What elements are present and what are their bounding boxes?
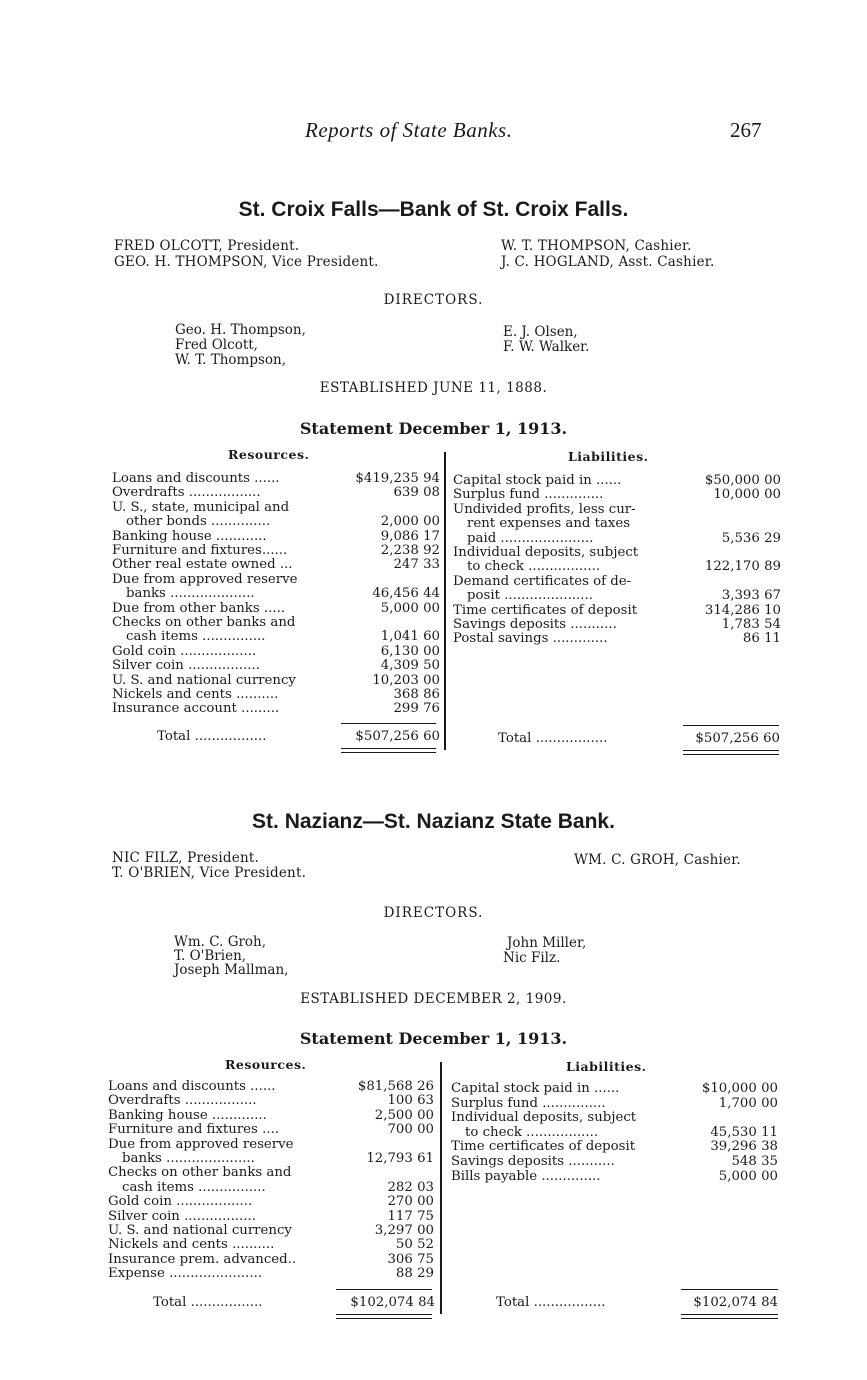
- ledger-item-amount: 1,783 54: [721, 617, 781, 632]
- officer-president: NIC FILZ, President.: [112, 850, 259, 866]
- ledger-row: [453, 517, 781, 532]
- ledger-item-label: Overdrafts .................: [112, 486, 261, 501]
- ledger-item-label: Demand certificates of de-: [453, 574, 632, 589]
- ledger-item-amount: 368 86: [393, 687, 440, 702]
- column-divider: [444, 452, 446, 750]
- directors-heading: DIRECTORS.: [383, 905, 484, 921]
- ledger-row: [112, 530, 440, 545]
- ledger-row: [108, 1238, 434, 1253]
- double-rule: [683, 754, 779, 755]
- ledger-row: [112, 573, 440, 588]
- ledger-item-amount: 2,238 92: [380, 543, 440, 558]
- ledger-row: [453, 503, 781, 518]
- ledger-row: [112, 630, 440, 645]
- ledger-row: [112, 659, 440, 674]
- ledger-item-label: Gold coin ..................: [108, 1195, 253, 1210]
- ledger-row: [108, 1109, 434, 1124]
- ledger-item-amount: 306 75: [387, 1251, 434, 1267]
- ledger-row: [108, 1210, 434, 1225]
- ledger-item-label: Bills payable ..............: [451, 1169, 601, 1184]
- ledger-row: [451, 1082, 778, 1097]
- ledger-item-label: Loans and discounts ......: [112, 472, 280, 486]
- ledger-item-amount: 5,536 29: [721, 530, 781, 546]
- ledger-row: [112, 587, 440, 602]
- director-name: E. J. Olsen,: [503, 324, 578, 340]
- liabilities-table: [451, 1082, 779, 1192]
- ledger-row: [453, 474, 781, 489]
- ledger-row: [108, 1267, 434, 1282]
- ledger-item-label: Expense ......................: [108, 1267, 263, 1282]
- ledger-row: [108, 1094, 434, 1109]
- ledger-row: [112, 501, 440, 516]
- ledger-row: [112, 688, 440, 703]
- ledger-item-amount: 39,296 38: [710, 1139, 778, 1155]
- page-number: 267: [730, 118, 762, 142]
- ledger-item-amount: 5,000 00: [718, 1168, 778, 1184]
- ledger-row: [451, 1140, 778, 1155]
- ledger-item-label: Loans and discounts ......: [108, 1080, 276, 1094]
- ledger-item-label: Checks on other banks and: [108, 1166, 292, 1181]
- double-rule: [336, 1318, 432, 1319]
- ledger-row: [453, 560, 781, 575]
- ledger-item-label: Surplus fund ..............: [453, 488, 604, 503]
- ledger-row: [112, 645, 440, 660]
- double-rule: [683, 750, 779, 751]
- ledger-item-amount: 3,393 67: [721, 588, 781, 604]
- ledger-item-label: cash items ...............: [126, 630, 266, 645]
- officer-cashier: W. T. THOMPSON, Cashier.: [501, 238, 692, 254]
- officer-president: FRED OLCOTT, President.: [114, 238, 300, 254]
- resources-table: [112, 472, 442, 722]
- double-rule: [341, 748, 436, 749]
- ledger-row: [112, 616, 440, 631]
- liabilities-heading: Liabilities.: [568, 449, 649, 464]
- ledger-item-amount: $10,000 00: [701, 1081, 778, 1096]
- ledger-row: [451, 1170, 778, 1185]
- ledger-item-amount: 247 33: [393, 557, 440, 573]
- ledger-row: [451, 1155, 778, 1170]
- ledger-item-label: to check .................: [467, 560, 601, 575]
- director-name: F. W. Walker.: [503, 339, 590, 355]
- ledger-item-label: Time certificates of deposit: [453, 603, 638, 618]
- bank-title: St. Nazianz—St. Nazianz State Bank.: [252, 810, 615, 833]
- ledger-item-label: Insurance prem. advanced..: [108, 1252, 297, 1267]
- director-name: Wm. C. Groh,: [174, 934, 267, 950]
- director-name: Geo. H. Thompson,: [175, 322, 306, 338]
- ledger-item-label: to check .................: [465, 1125, 599, 1140]
- ledger-item-amount: 10,000 00: [713, 487, 781, 503]
- ledger-item-label: Silver coin .................: [112, 659, 260, 674]
- ledger-item-amount: 1,041 60: [380, 629, 440, 645]
- double-rule: [681, 1314, 778, 1315]
- ledger-item-amount: 88 29: [395, 1266, 434, 1282]
- ledger-item-amount: 2,000 00: [380, 514, 440, 530]
- ledger-item-label: Checks on other banks and: [112, 616, 296, 630]
- ledger-row: [112, 472, 440, 487]
- officer-asst-cashier: J. C. HOGLAND, Asst. Cashier.: [501, 254, 715, 270]
- director-name: Fred Olcott,: [175, 337, 258, 353]
- ledger-item-label: Gold coin ..................: [112, 644, 257, 659]
- statement-title: Statement December 1, 1913.: [299, 1029, 568, 1048]
- ledger-row: [453, 532, 781, 547]
- ledger-item-amount: 282 03: [387, 1179, 434, 1195]
- total-label-liabilities: Total .................: [498, 731, 608, 746]
- ledger-item-label: banks ....................: [126, 587, 255, 602]
- ledger-row: [112, 544, 440, 559]
- ledger-item-amount: 1,700 00: [718, 1095, 778, 1111]
- ledger-item-amount: 700 00: [387, 1122, 434, 1138]
- ledger-item-label: Capital stock paid in ......: [451, 1082, 620, 1096]
- running-title: Reports of State Banks.: [305, 118, 513, 142]
- ledger-item-amount: $81,568 26: [357, 1079, 434, 1094]
- ledger-item-label: Time certificates of deposit: [451, 1140, 636, 1155]
- ledger-item-amount: 299 76: [393, 701, 440, 717]
- directors-heading: DIRECTORS.: [383, 292, 484, 308]
- ledger-item-amount: $419,235 94: [355, 471, 440, 486]
- ledger-item-label: Insurance account .........: [112, 702, 280, 717]
- ledger-row: [453, 575, 781, 590]
- ledger-row: [112, 602, 440, 617]
- ledger-row: [108, 1152, 434, 1167]
- established-date: ESTABLISHED JUNE 11, 1888.: [319, 380, 548, 396]
- total-rule: [683, 725, 779, 726]
- double-rule: [341, 752, 436, 753]
- ledger-item-label: Due from approved reserve: [112, 572, 298, 587]
- ledger-item-amount: 117 75: [387, 1208, 434, 1224]
- ledger-item-amount: 270 00: [387, 1194, 434, 1210]
- ledger-item-label: Furniture and fixtures ....: [108, 1123, 280, 1138]
- ledger-item-label: Due from approved reserve: [108, 1137, 294, 1152]
- ledger-item-amount: 10,203 00: [372, 672, 440, 688]
- resources-heading: Resources.: [228, 447, 310, 462]
- ledger-item-label: Capital stock paid in ......: [453, 474, 622, 488]
- ledger-item-label: Postal savings .............: [453, 632, 608, 647]
- ledger-row: [108, 1224, 434, 1239]
- ledger-item-label: cash items ................: [122, 1180, 266, 1195]
- liabilities-heading: Liabilities.: [566, 1059, 647, 1074]
- ledger-item-label: U. S. and national currency: [112, 673, 296, 688]
- officer-vice-president: GEO. H. THOMPSON, Vice President.: [114, 254, 379, 270]
- ledger-item-label: Banking house ............: [112, 529, 267, 544]
- ledger-item-label: Surplus fund ...............: [451, 1096, 606, 1111]
- total-liabilities: $507,256 60: [695, 731, 780, 746]
- ledger-item-label: banks .....................: [122, 1152, 255, 1166]
- resources-heading: Resources.: [225, 1057, 307, 1072]
- ledger-row: [108, 1253, 434, 1268]
- officer-cashier: WM. C. GROH, Cashier.: [574, 852, 741, 868]
- director-name: Nic Filz.: [503, 950, 561, 966]
- ledger-item-amount: 50 52: [395, 1237, 434, 1253]
- ledger-row: [453, 632, 781, 647]
- ledger-row: [108, 1166, 434, 1181]
- ledger-item-label: Other real estate owned ...: [112, 558, 293, 573]
- ledger-item-label: Overdrafts .................: [108, 1094, 257, 1109]
- ledger-row: [108, 1138, 434, 1153]
- ledger-item-amount: 5,000 00: [380, 600, 440, 616]
- total-resources: $507,256 60: [355, 729, 440, 744]
- ledger-row: [108, 1123, 434, 1138]
- ledger-item-label: Banking house .............: [108, 1108, 267, 1123]
- ledger-row: [453, 546, 781, 561]
- total-rule: [681, 1289, 778, 1290]
- ledger-item-label: Individual deposits, subject: [451, 1111, 637, 1126]
- ledger-row: [453, 488, 781, 503]
- total-label-resources: Total .................: [153, 1295, 263, 1310]
- column-divider: [440, 1062, 442, 1314]
- ledger-item-label: Nickels and cents ..........: [108, 1238, 275, 1253]
- ledger-item-amount: 4,309 50: [380, 658, 440, 674]
- ledger-row: [112, 515, 440, 530]
- established-date: ESTABLISHED DECEMBER 2, 1909.: [300, 991, 567, 1007]
- total-rule: [336, 1289, 432, 1290]
- ledger-item-amount: 314,286 10: [704, 602, 781, 618]
- ledger-item-amount: 12,793 61: [366, 1151, 434, 1166]
- ledger-row: [112, 558, 440, 573]
- ledger-item-label: Nickels and cents ..........: [112, 688, 279, 702]
- resources-table: [108, 1080, 438, 1290]
- statement-title: Statement December 1, 1913.: [299, 419, 568, 438]
- total-resources: $102,074 84: [350, 1295, 435, 1310]
- ledger-item-amount: $50,000 00: [704, 473, 781, 488]
- director-name: John Miller,: [507, 935, 587, 951]
- liabilities-table: [453, 474, 781, 654]
- ledger-item-label: Due from other banks .....: [112, 601, 286, 616]
- ledger-item-label: U. S., state, municipal and: [112, 500, 290, 515]
- director-name: T. O'Brien,: [174, 948, 247, 964]
- ledger-item-amount: 2,500 00: [374, 1107, 434, 1123]
- ledger-row: [451, 1126, 778, 1141]
- ledger-item-amount: 122,170 89: [704, 559, 781, 575]
- ledger-item-amount: 46,456 44: [372, 586, 440, 602]
- total-rule: [341, 723, 436, 724]
- ledger-item-amount: 100 63: [387, 1093, 434, 1109]
- ledger-item-label: U. S. and national currency: [108, 1224, 292, 1238]
- director-name: W. T. Thompson,: [175, 352, 287, 368]
- ledger-item-amount: 6,130 00: [380, 643, 440, 659]
- ledger-item-label: Silver coin .................: [108, 1209, 256, 1224]
- running-header: [0, 118, 867, 148]
- ledger-item-label: Undivided profits, less cur-: [453, 502, 636, 517]
- ledger-row: [453, 618, 781, 633]
- ledger-row: [112, 702, 440, 717]
- ledger-row: [453, 604, 781, 619]
- double-rule: [681, 1318, 778, 1319]
- ledger-item-amount: 86 11: [742, 631, 781, 647]
- ledger-item-label: Individual deposits, subject: [453, 546, 639, 560]
- ledger-item-label: Savings deposits ...........: [451, 1155, 615, 1169]
- ledger-item-amount: 45,530 11: [710, 1124, 778, 1140]
- ledger-item-amount: 3,297 00: [374, 1223, 434, 1238]
- ledger-row: [453, 589, 781, 604]
- ledger-item-label: rent expenses and taxes: [467, 517, 631, 532]
- total-label-liabilities: Total .................: [496, 1295, 606, 1310]
- total-label-resources: Total .................: [157, 729, 267, 744]
- ledger-item-label: Furniture and fixtures......: [112, 544, 288, 558]
- bank-title: St. Croix Falls—Bank of St. Croix Falls.: [238, 198, 629, 221]
- ledger-row: [112, 486, 440, 501]
- ledger-row: [108, 1080, 434, 1095]
- ledger-row: [108, 1195, 434, 1210]
- ledger-row: [451, 1111, 778, 1126]
- total-liabilities: $102,074 84: [693, 1295, 778, 1310]
- ledger-row: [108, 1181, 434, 1196]
- ledger-item-label: posit .....................: [467, 589, 593, 604]
- ledger-item-label: paid ......................: [467, 531, 594, 546]
- ledger-row: [112, 674, 440, 689]
- ledger-item-label: other bonds ..............: [126, 515, 271, 530]
- ledger-item-amount: 639 08: [393, 485, 440, 501]
- ledger-item-label: Savings deposits ...........: [453, 618, 617, 632]
- director-name: Joseph Mallman,: [174, 962, 289, 978]
- ledger-row: [451, 1097, 778, 1112]
- officer-vice-president: T. O'BRIEN, Vice President.: [112, 865, 307, 881]
- ledger-item-amount: 9,086 17: [380, 528, 440, 544]
- ledger-item-amount: 548 35: [731, 1154, 778, 1169]
- double-rule: [336, 1314, 432, 1315]
